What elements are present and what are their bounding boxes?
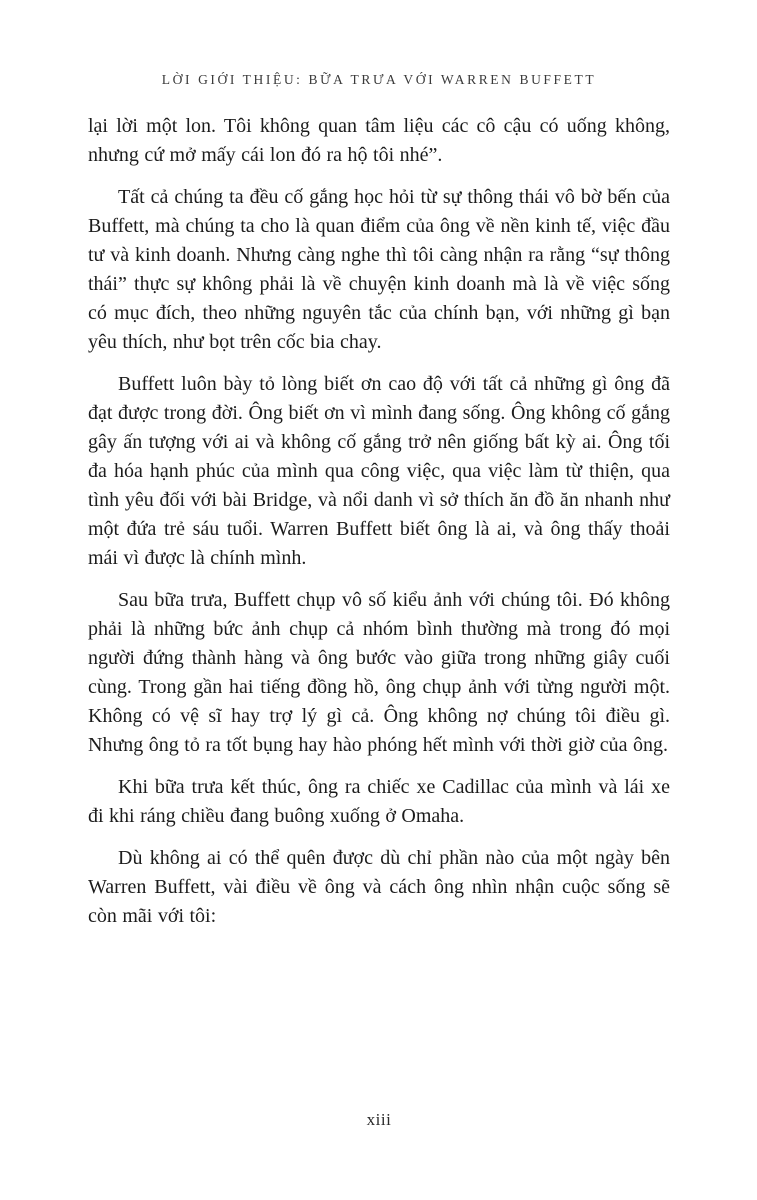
paragraph: Khi bữa trưa kết thúc, ông ra chiếc xe Cadillac của mình và lái xe đi khi ráng chiều đang buông xuống ở Omaha. xyxy=(88,776,670,827)
page-number: xiii xyxy=(366,1110,392,1129)
paragraph: Sau bữa trưa, Buffett chụp vô số kiểu ảnh với chúng tôi. Đó không phải là những bức ảnh chụp cả nhóm bình thường mà trong đó mọi người đứng thành hàng và ông bước vào giữa trong những giây cuối cùng. Trong gần hai tiếng đồng hồ, ông chụp ảnh với từng người một. Không có vệ sĩ hay trợ lý gì cả. Ông không nợ chúng tôi điều gì. Nhưng ông tỏ ra tốt bụng hay hào phóng hết mình với thời giờ của ông. xyxy=(88,589,670,756)
paragraph: Tất cả chúng ta đều cố gắng học hỏi từ sự thông thái vô bờ bến của Buffett, mà chúng ta cho là quan điểm của ông về nền kinh tế, việc đầu tư và kinh doanh. Nhưng càng nghe thì tôi càng nhận ra rằng “sự thông thái” thực sự không phải là về chuyện kinh doanh mà là về việc sống có mục đích, theo những nguyên tắc của chính bạn, với những gì bạn yêu thích, như bọt trên cốc bia chay. xyxy=(88,186,670,353)
paragraph: Buffett luôn bày tỏ lòng biết ơn cao độ với tất cả những gì ông đã đạt được trong đời. Ông biết ơn vì mình đang sống. Ông không cố gắng gây ấn tượng với ai và không cố gắng trở nên giống bất kỳ ai. Ông tối đa hóa hạnh phúc của mình qua công việc, qua việc làm từ thiện, qua tình yêu đối với bài Bridge, và nổi danh vì sở thích ăn đồ ăn nhanh như một đứa trẻ sáu tuổi. Warren Buffett biết ông là ai, và ông thấy thoải mái vì được là chính mình. xyxy=(88,373,670,569)
paragraph: lại lời một lon. Tôi không quan tâm liệu các cô cậu có uống không, nhưng cứ mở mấy cái lon đó ra hộ tôi nhé”. xyxy=(88,115,670,166)
paragraph: Dù không ai có thể quên được dù chỉ phần nào của một ngày bên Warren Buffett, vài điều về ông và cách ông nhìn nhận cuộc sống sẽ còn mãi với tôi: xyxy=(88,847,670,927)
body-text xyxy=(88,112,670,931)
running-header: LỜI GIỚI THIỆU: BỮA TRƯA VỚI WARREN BUFFETT xyxy=(161,72,597,87)
